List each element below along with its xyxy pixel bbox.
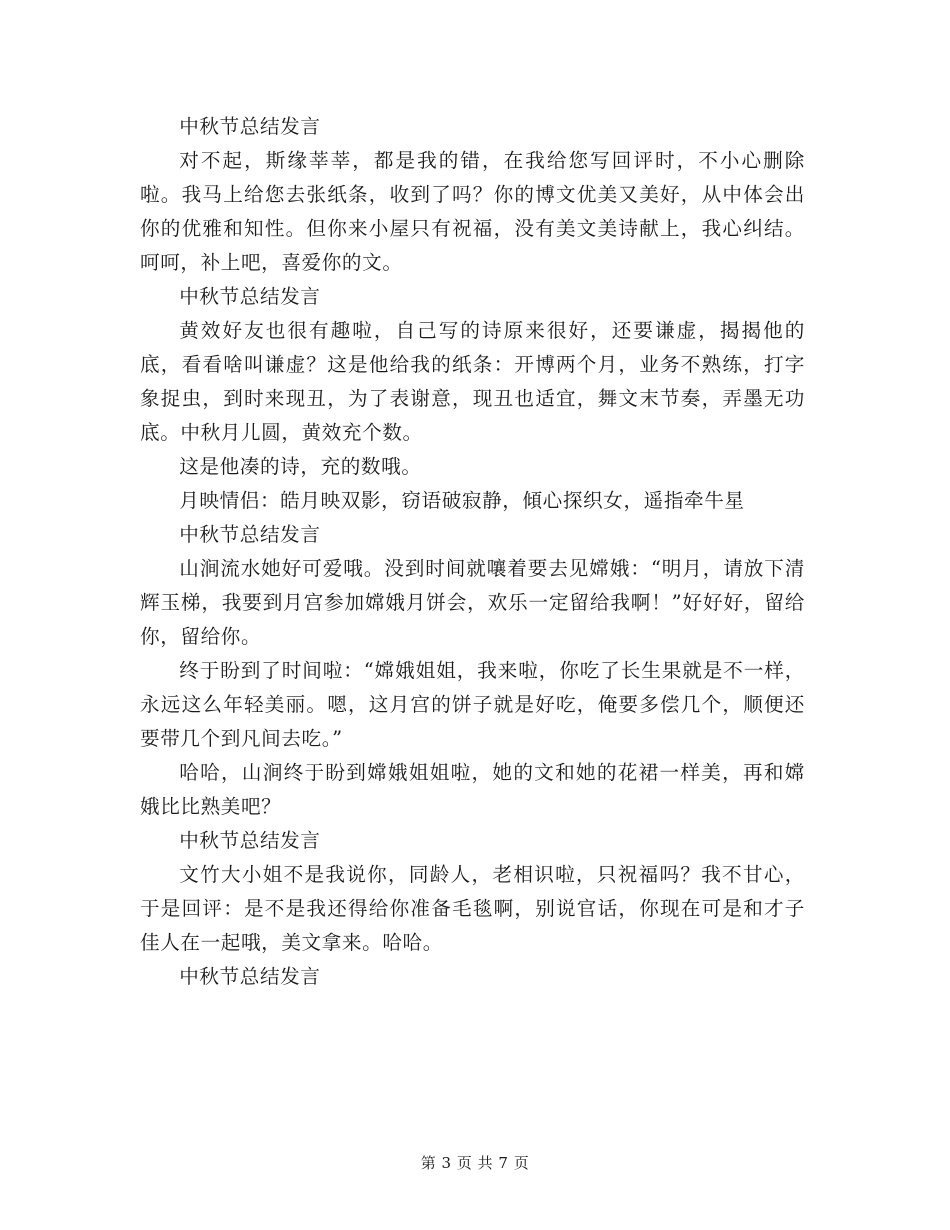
section-heading: 中秋节总结发言 [179, 115, 321, 138]
paragraph: 山涧流水她好可爱哦。没到时间就嚷着要去见嫦娥：“明月，请放下清辉玉梯，我要到月宫参加嫦娥月饼会，欢乐一定留给我啊！”好好好，留给你，留给你。 [140, 557, 805, 648]
section-heading: 中秋节总结发言 [179, 965, 321, 988]
section-heading: 中秋节总结发言 [179, 829, 321, 852]
section-heading: 中秋节总结发言 [179, 285, 321, 308]
paragraph: 对不起，斯缘莘莘，都是我的错，在我给您写回评时，不小心删除啦。我马上给您去张纸条，收到了吗？你的博文优美又美好，从中体会出你的优雅和知性。但你来小屋只有祝福，没有美文美诗献上，我心纠结。呵呵，补上吧，喜爱你的文。 [140, 149, 805, 274]
document-body [140, 110, 805, 994]
paragraph: 哈哈，山涧终于盼到嫦娥姐姐啦，她的文和她的花裙一样美，再和嫦娥比比熟美吧？ [140, 761, 805, 818]
paragraph: 黄效好友也很有趣啦，自己写的诗原来很好，还要谦虚，揭揭他的底，看看啥叫谦虚？这是他给我的纸条：开博两个月，业务不熟练，打字象捉虫，到时来现丑，为了表谢意，现丑也适宜，舞文末节奏，弄墨无功底。中秋月儿圆，黄效充个数。 [140, 319, 805, 444]
paragraph: 终于盼到了时间啦：“嫦娥姐姐，我来啦，你吃了长生果就是不一样，永远这么年轻美丽。嗯，这月宫的饼子就是好吃，俺要多偿几个，顺便还要带几个到凡间去吃。” [140, 659, 805, 750]
section-heading: 中秋节总结发言 [179, 523, 321, 546]
page-number-footer: 第 3 页 共 7 页 [420, 1154, 530, 1172]
paragraph: 这是他凑的诗，充的数哦。 [179, 455, 422, 478]
paragraph: 文竹大小姐不是我说你，同龄人，老相识啦，只祝福吗？我不甘心，于是回评：是不是我还得给你准备毛毯啊，别说官话，你现在可是和才子佳人在一起哦，美文拿来。哈哈。 [140, 863, 805, 954]
poem-line: 月映情侣：皓月映双影，窃语破寂静，傾心探织女，遥指牵牛星 [179, 489, 745, 512]
